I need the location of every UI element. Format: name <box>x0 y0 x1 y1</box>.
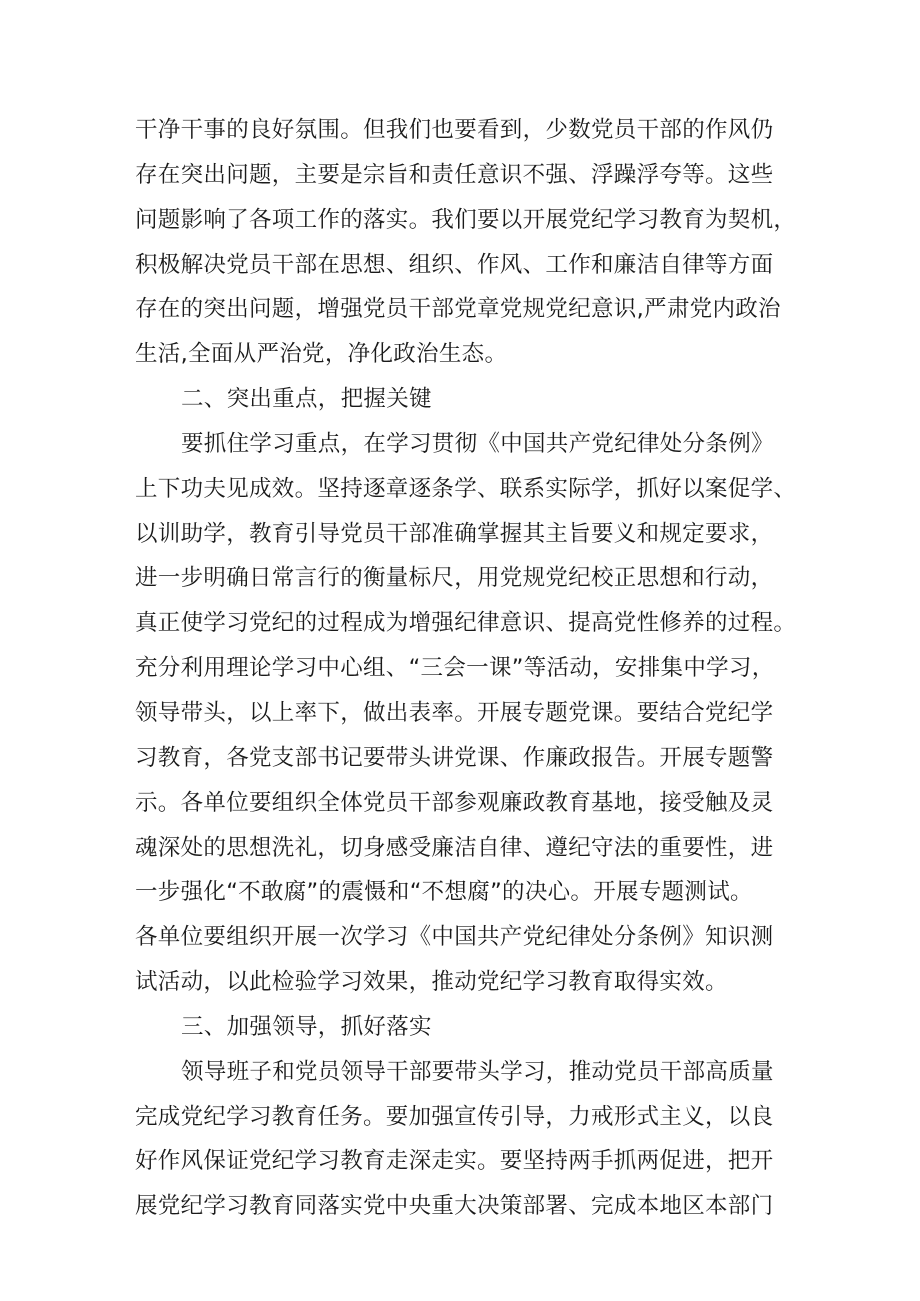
paragraph-line: 问题影响了各项工作的落实。我们要以开展党纪学习教育为契机， <box>135 206 797 233</box>
section-heading: 二、突出重点，把握关键 <box>181 386 432 413</box>
paragraph-line: 完成党纪学习教育任务。要加强宣传引导，力戒形式主义，以良 <box>135 1103 774 1130</box>
paragraph-line: 充分利用理论学习中心组、“三会一课”等活动，安排集中学习， <box>135 655 775 682</box>
paragraph-line: 存在的突出问题，增强党员干部党章党规党纪意识,严肃党内政治 <box>135 296 781 323</box>
document-body <box>135 108 795 1229</box>
paragraph-line: 习教育，各党支部书记要带头讲党课、作廉政报告。开展专题警 <box>135 744 774 771</box>
paragraph-line: 存在突出问题，主要是宗旨和责任意识不强、浮躁浮夸等。这些 <box>135 161 774 188</box>
paragraph-line: 生活,全面从严治党，净化政治生态。 <box>135 341 508 368</box>
paragraph-line: 领导带头，以上率下，做出表率。开展专题党课。要结合党纪学 <box>135 699 774 726</box>
paragraph-line: 各单位要组织开展一次学习《中国共产党纪律处分条例》知识测 <box>135 924 774 951</box>
paragraph-line: 领导班子和党员领导干部要带头学习，推动党员干部高质量 <box>181 1058 774 1085</box>
paragraph-line: 展党纪学习教育同落实党中央重大决策部署、完成本地区本部门 <box>135 1193 774 1220</box>
paragraph-line: 试活动，以此检验学习效果，推动党纪学习教育取得实效。 <box>135 969 728 996</box>
paragraph-line: 真正使学习党纪的过程成为增强纪律意识、提高党性修养的过程。 <box>135 610 797 637</box>
paragraph-line: 积极解决党员干部在思想、组织、作风、工作和廉洁自律等方面 <box>135 251 774 278</box>
paragraph-line: 好作风保证党纪学习教育走深走实。要坚持两手抓两促进，把开 <box>135 1148 774 1175</box>
paragraph-line: 上下功夫见成效。坚持逐章逐条学、联系实际学，抓好以案促学、 <box>135 475 797 502</box>
paragraph-line: 示。各单位要组织全体党员干部参观廉政教育基地，接受触及灵 <box>135 789 774 816</box>
paragraph-line: 以训助学，教育引导党员干部准确掌握其主旨要义和规定要求， <box>135 520 774 547</box>
paragraph-line: 要抓住学习重点，在学习贯彻《中国共产党纪律处分条例》 <box>181 430 774 457</box>
paragraph-line: 进一步明确日常言行的衡量标尺，用党规党纪校正思想和行动， <box>135 565 774 592</box>
paragraph-line: 干净干事的良好氛围。但我们也要看到，少数党员干部的作风仍 <box>135 117 774 143</box>
section-heading: 三、加强领导，抓好落实 <box>181 1013 432 1040</box>
paragraph-line: 魂深处的思想洗礼，切身感受廉洁自律、遵纪守法的重要性，进 <box>135 834 774 861</box>
paragraph-line: 一步强化“不敢腐”的震慑和“不想腐”的决心。开展专题测试。 <box>135 879 753 906</box>
